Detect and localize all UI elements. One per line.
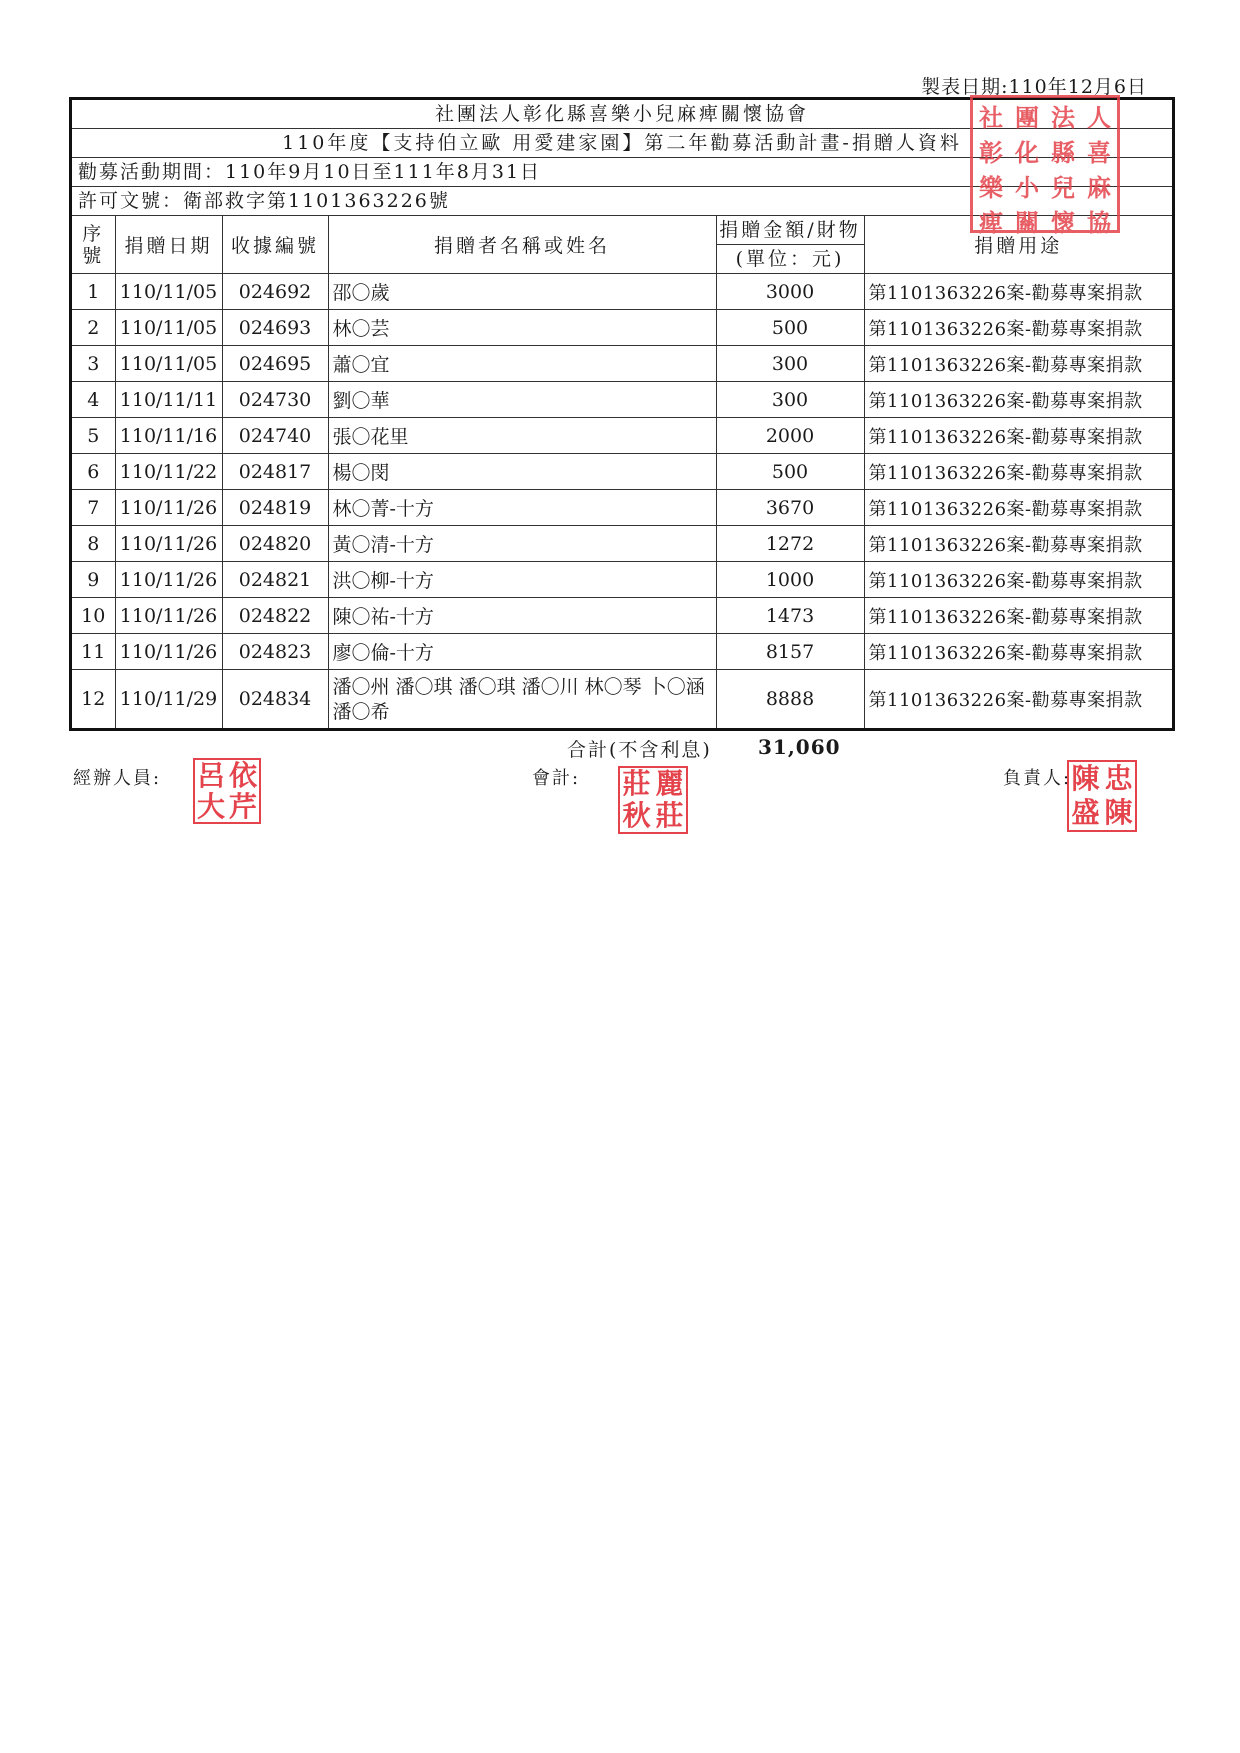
- cell-receipt: 024695: [222, 346, 328, 382]
- seal-glyph: 陳: [1071, 762, 1100, 795]
- cell-receipt: 024730: [222, 382, 328, 418]
- seal-glyph: 團: [1015, 103, 1039, 132]
- cell-amount: 1473: [716, 598, 864, 634]
- cell-seq: 8: [72, 526, 115, 562]
- col-header-amount: [716, 216, 864, 274]
- cell-seq: 6: [72, 454, 115, 490]
- seal-glyph: 麻: [1087, 173, 1111, 202]
- cell-date: 110/11/29: [115, 670, 222, 729]
- cell-seq: 7: [72, 490, 115, 526]
- seal-glyph: 彰: [979, 138, 1003, 167]
- cell-receipt: 024819: [222, 490, 328, 526]
- cell-date: 110/11/26: [115, 526, 222, 562]
- cell-amount: 3670: [716, 490, 864, 526]
- table-row: [72, 490, 1172, 526]
- cell-date: 110/11/26: [115, 562, 222, 598]
- campaign-period: 勸募活動期間：110年9月10日至111年8月31日: [72, 158, 1172, 187]
- seal-glyph: 兒: [1051, 173, 1075, 202]
- table-row: [72, 310, 1172, 346]
- cell-date: 110/11/11: [115, 382, 222, 418]
- seal-glyph: 關: [1015, 208, 1039, 237]
- cell-purpose: 第1101363226案-勸募專案捐款: [864, 526, 1172, 562]
- cell-seq: 5: [72, 418, 115, 454]
- col-header-receipt: 收據編號: [222, 216, 328, 274]
- cell-amount: 2000: [716, 418, 864, 454]
- cell-donor: 潘〇州 潘〇琪 潘〇琪 潘〇川 林〇琴 卜〇涵 潘〇希: [328, 670, 716, 729]
- cell-seq: 3: [72, 346, 115, 382]
- seal-glyph: 依: [228, 758, 257, 792]
- cell-purpose: 第1101363226案-勸募專案捐款: [864, 454, 1172, 490]
- seal-glyph: 麗: [655, 767, 684, 800]
- seal-glyph: 盛: [1071, 796, 1100, 829]
- cell-receipt: 024693: [222, 310, 328, 346]
- cell-seq: 2: [72, 310, 115, 346]
- cell-donor: 林〇芸: [328, 310, 716, 346]
- cell-date: 110/11/26: [115, 598, 222, 634]
- cell-seq: 11: [72, 634, 115, 670]
- cell-amount: 1272: [716, 526, 864, 562]
- cell-amount: 1000: [716, 562, 864, 598]
- cell-date: 110/11/22: [115, 454, 222, 490]
- cell-seq: 12: [72, 670, 115, 729]
- cell-date: 110/11/05: [115, 346, 222, 382]
- seal-glyph: 樂: [979, 173, 1003, 202]
- cell-donor: 蕭〇宜: [328, 346, 716, 382]
- report-title: 110年度【支持伯立歐 用愛建家園】第二年勸募活動計畫-捐贈人資料: [72, 129, 1172, 158]
- table-row: [72, 346, 1172, 382]
- seal-glyph: 秋: [622, 799, 651, 832]
- amount-header-unit: (單位：元): [735, 248, 845, 270]
- organization-seal: [970, 95, 1120, 237]
- cell-purpose: 第1101363226案-勸募專案捐款: [864, 562, 1172, 598]
- cell-receipt: 024820: [222, 526, 328, 562]
- seal-glyph: 芹: [228, 789, 257, 823]
- table-row: [72, 670, 1172, 729]
- cell-purpose: 第1101363226案-勸募專案捐款: [864, 382, 1172, 418]
- seal-glyph: 法: [1051, 103, 1075, 132]
- table-row: [72, 418, 1172, 454]
- accountant-seal: [618, 766, 688, 834]
- cell-donor: 廖〇倫-十方: [328, 634, 716, 670]
- permit-number: 許可文號：衛部救字第1101363226號: [72, 187, 1172, 216]
- cell-purpose: 第1101363226案-勸募專案捐款: [864, 598, 1172, 634]
- cell-amount: 8157: [716, 634, 864, 670]
- table-row: [72, 634, 1172, 670]
- seal-glyph: 陳: [1104, 796, 1133, 829]
- cell-donor: 劉〇華: [328, 382, 716, 418]
- seal-glyph: 協: [1087, 208, 1111, 237]
- cell-purpose: 第1101363226案-勸募專案捐款: [864, 310, 1172, 346]
- seal-glyph: 社: [979, 103, 1003, 132]
- seal-glyph: 喜: [1087, 138, 1111, 167]
- cell-donor: 林〇菁-十方: [328, 490, 716, 526]
- cell-seq: 10: [72, 598, 115, 634]
- cell-receipt: 024823: [222, 634, 328, 670]
- cell-seq: 1: [72, 274, 115, 310]
- cell-amount: 500: [716, 454, 864, 490]
- responsible-seal: [1067, 760, 1137, 832]
- table-row: [72, 598, 1172, 634]
- seal-glyph: 忠: [1104, 762, 1133, 795]
- cell-donor: 邵〇歲: [328, 274, 716, 310]
- seal-glyph: 人: [1087, 103, 1111, 132]
- col-header-date: 捐贈日期: [115, 216, 222, 274]
- table-row: [72, 274, 1172, 310]
- cell-purpose: 第1101363226案-勸募專案捐款: [864, 670, 1172, 729]
- seal-glyph: 呂: [196, 758, 225, 792]
- cell-purpose: 第1101363226案-勸募專案捐款: [864, 346, 1172, 382]
- col-header-purpose: 捐贈用途: [864, 216, 1172, 274]
- cell-date: 110/11/05: [115, 310, 222, 346]
- prepared-date: 製表日期:110年12月6日: [921, 76, 1147, 98]
- seal-glyph: 莊: [622, 767, 651, 800]
- cell-receipt: 024817: [222, 454, 328, 490]
- seal-glyph: 大: [196, 789, 225, 823]
- cell-receipt: 024692: [222, 274, 328, 310]
- handler-label: 經辦人員:: [73, 768, 162, 789]
- handler-seal: [193, 758, 261, 824]
- cell-purpose: 第1101363226案-勸募專案捐款: [864, 490, 1172, 526]
- cell-receipt: 024834: [222, 670, 328, 729]
- amount-header-label: 捐贈金額/財物: [717, 216, 864, 245]
- table-row: [72, 454, 1172, 490]
- cell-date: 110/11/26: [115, 634, 222, 670]
- cell-purpose: 第1101363226案-勸募專案捐款: [864, 274, 1172, 310]
- cell-donor: 陳〇祐-十方: [328, 598, 716, 634]
- seal-glyph: 小: [1015, 173, 1039, 202]
- seal-glyph: 痺: [979, 208, 1003, 237]
- cell-amount: 3000: [716, 274, 864, 310]
- cell-amount: 500: [716, 310, 864, 346]
- col-header-seq: 序號: [72, 216, 115, 274]
- cell-amount: 300: [716, 382, 864, 418]
- cell-amount: 8888: [716, 670, 864, 729]
- col-header-donor: 捐贈者名稱或姓名: [328, 216, 716, 274]
- cell-donor: 黃〇清-十方: [328, 526, 716, 562]
- cell-donor: 楊〇閔: [328, 454, 716, 490]
- responsible-label: 負責人:: [1003, 768, 1072, 789]
- total-label: 合計(不含利息): [567, 739, 712, 761]
- cell-receipt: 024821: [222, 562, 328, 598]
- cell-receipt: 024740: [222, 418, 328, 454]
- organization-name: 社團法人彰化縣喜樂小兒麻痺關懷協會: [72, 100, 1172, 129]
- total-value: 31,060: [758, 735, 841, 759]
- cell-receipt: 024822: [222, 598, 328, 634]
- cell-seq: 9: [72, 562, 115, 598]
- cell-date: 110/11/26: [115, 490, 222, 526]
- table-row: [72, 382, 1172, 418]
- total-row: [0, 735, 1240, 765]
- cell-purpose: 第1101363226案-勸募專案捐款: [864, 634, 1172, 670]
- seal-glyph: 莊: [655, 799, 684, 832]
- cell-amount: 300: [716, 346, 864, 382]
- table-row: [72, 526, 1172, 562]
- donation-table: [72, 216, 1172, 728]
- cell-seq: 4: [72, 382, 115, 418]
- cell-donor: 張〇花里: [328, 418, 716, 454]
- seal-glyph: 縣: [1051, 138, 1075, 167]
- cell-donor: 洪〇柳-十方: [328, 562, 716, 598]
- accountant-label: 會計:: [532, 768, 581, 789]
- seal-glyph: 化: [1015, 138, 1039, 167]
- cell-date: 110/11/16: [115, 418, 222, 454]
- cell-purpose: 第1101363226案-勸募專案捐款: [864, 418, 1172, 454]
- seal-glyph: 懷: [1051, 208, 1075, 237]
- table-row: [72, 562, 1172, 598]
- cell-date: 110/11/05: [115, 274, 222, 310]
